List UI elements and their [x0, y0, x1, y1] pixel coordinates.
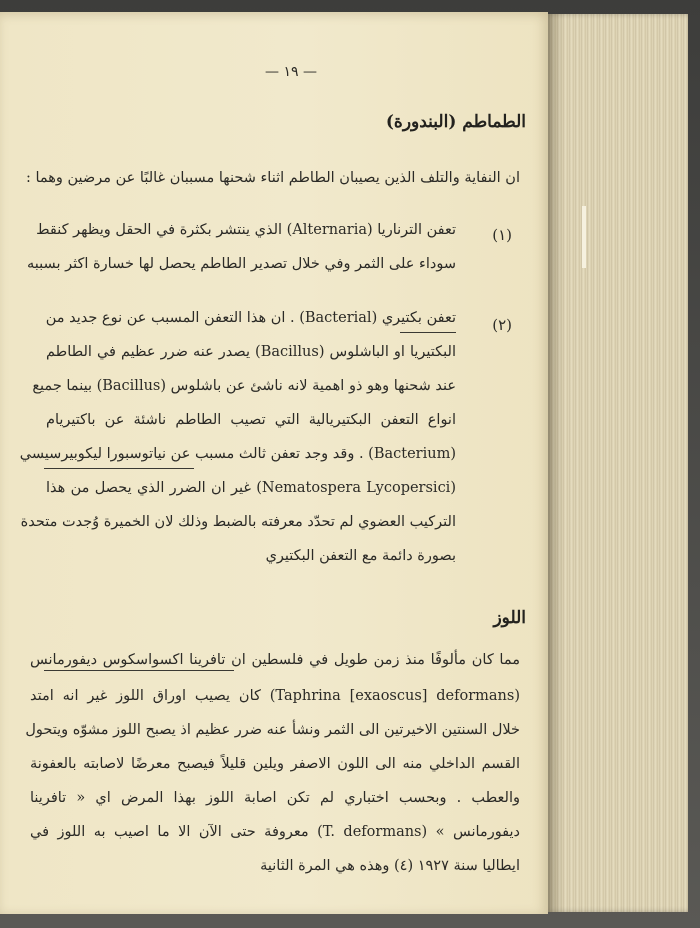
tomato-item2-line: البكتيريا او الباشلوس (Bacillus) يصدر عنه ضرر عظيم في الطاطم [46, 344, 456, 360]
almond-line: (Taphrina [exaoscus] deformans) كان يصيب اوراق اللوز غير انه امتد [30, 688, 521, 704]
section-heading-tomato: الطماطم (البندورة) [385, 112, 526, 132]
almond-line: والعطب . وبحسب اختباري لم تكن اصابة اللوز بهذا المرض اي « تافرينا [30, 790, 520, 806]
tomato-intro: ان النفاية والتلف الذين يصيبان الطاطم اثناء شحنها مسببان غالبًا عن مرضين وهما : [25, 170, 520, 186]
section-heading-almond: اللوز [493, 608, 526, 628]
gutter-shadow [546, 14, 564, 912]
page-number: — ١٩ — [265, 64, 317, 80]
almond-line: خلال السنتين الاخيرتين الى الثمر ونشأ عنه ضرر عظيم اذ يصبح اللوز مشوّه ويتحول [25, 722, 520, 738]
tomato-item2-line: انواع التعفن البكتيريالية التي تصيب الطاطم ناشئة عن باكتيريام [46, 412, 456, 428]
item-number-2: (٢) [492, 316, 512, 334]
almond-line: مما كان مألوفًا منذ زمن طويل في فلسطين ان تافرينا اكسواسكوس ديفورمانس [30, 652, 520, 668]
tomato-item1-line: سوداء على الثمر وفي خلال تصدير الطاطم يحصل لها خسارة اكثر بسببه [27, 256, 456, 272]
tomato-item2-line: (Bacterium) . وقد وجد تعفن ثالث مسبب عن نياتوسبورا ليكوبيرسيسي [19, 446, 456, 462]
underline-mark [44, 468, 194, 469]
tomato-item2-line: التركيب العضوي لم تحدّد معرفته بالضبط وذلك لان الخميرة وُجدت متحدة [20, 514, 456, 530]
edge-mark [582, 206, 586, 268]
tomato-item2-line: (Nematospera Lycopersici) غير ان الضرر الذي يحصل من هذا [46, 480, 456, 496]
item-number-1: (١) [492, 226, 512, 244]
page-edges [546, 14, 688, 912]
tomato-item2-line: تعفن بكتيري (Bacterial) . ان هذا التعفن المسبب عن نوع جديد من [45, 310, 456, 326]
tomato-item1-line: تعفن الترناريا (Alternaria) الذي ينتشر بكثرة في الحقل ويظهر كنقط [36, 222, 456, 238]
tomato-item2-line: عند شحنها وهو ذو اهمية لانه ناشئ عن باشلوس (Bacillus) بينما جميع [32, 378, 456, 394]
almond-line: ديفورمانس » (T. deformans) معروفة حتى الآن الا ما اصيب به اللوز في [30, 824, 521, 840]
almond-line: القسم الداخلي منه الى اللون الاصفر ويلين قليلاً فيصبح معرضًا لاصابته بالعفونة [30, 756, 520, 772]
book-page [0, 12, 548, 914]
underline-mark [400, 332, 456, 333]
tomato-item2-line: بصورة دائمة مع التعفن البكتيري [265, 548, 456, 564]
underline-mark [44, 670, 234, 671]
almond-line: ايطاليا سنة ١٩٢٧ (٤) وهذه هي المرة الثانية [260, 858, 520, 874]
